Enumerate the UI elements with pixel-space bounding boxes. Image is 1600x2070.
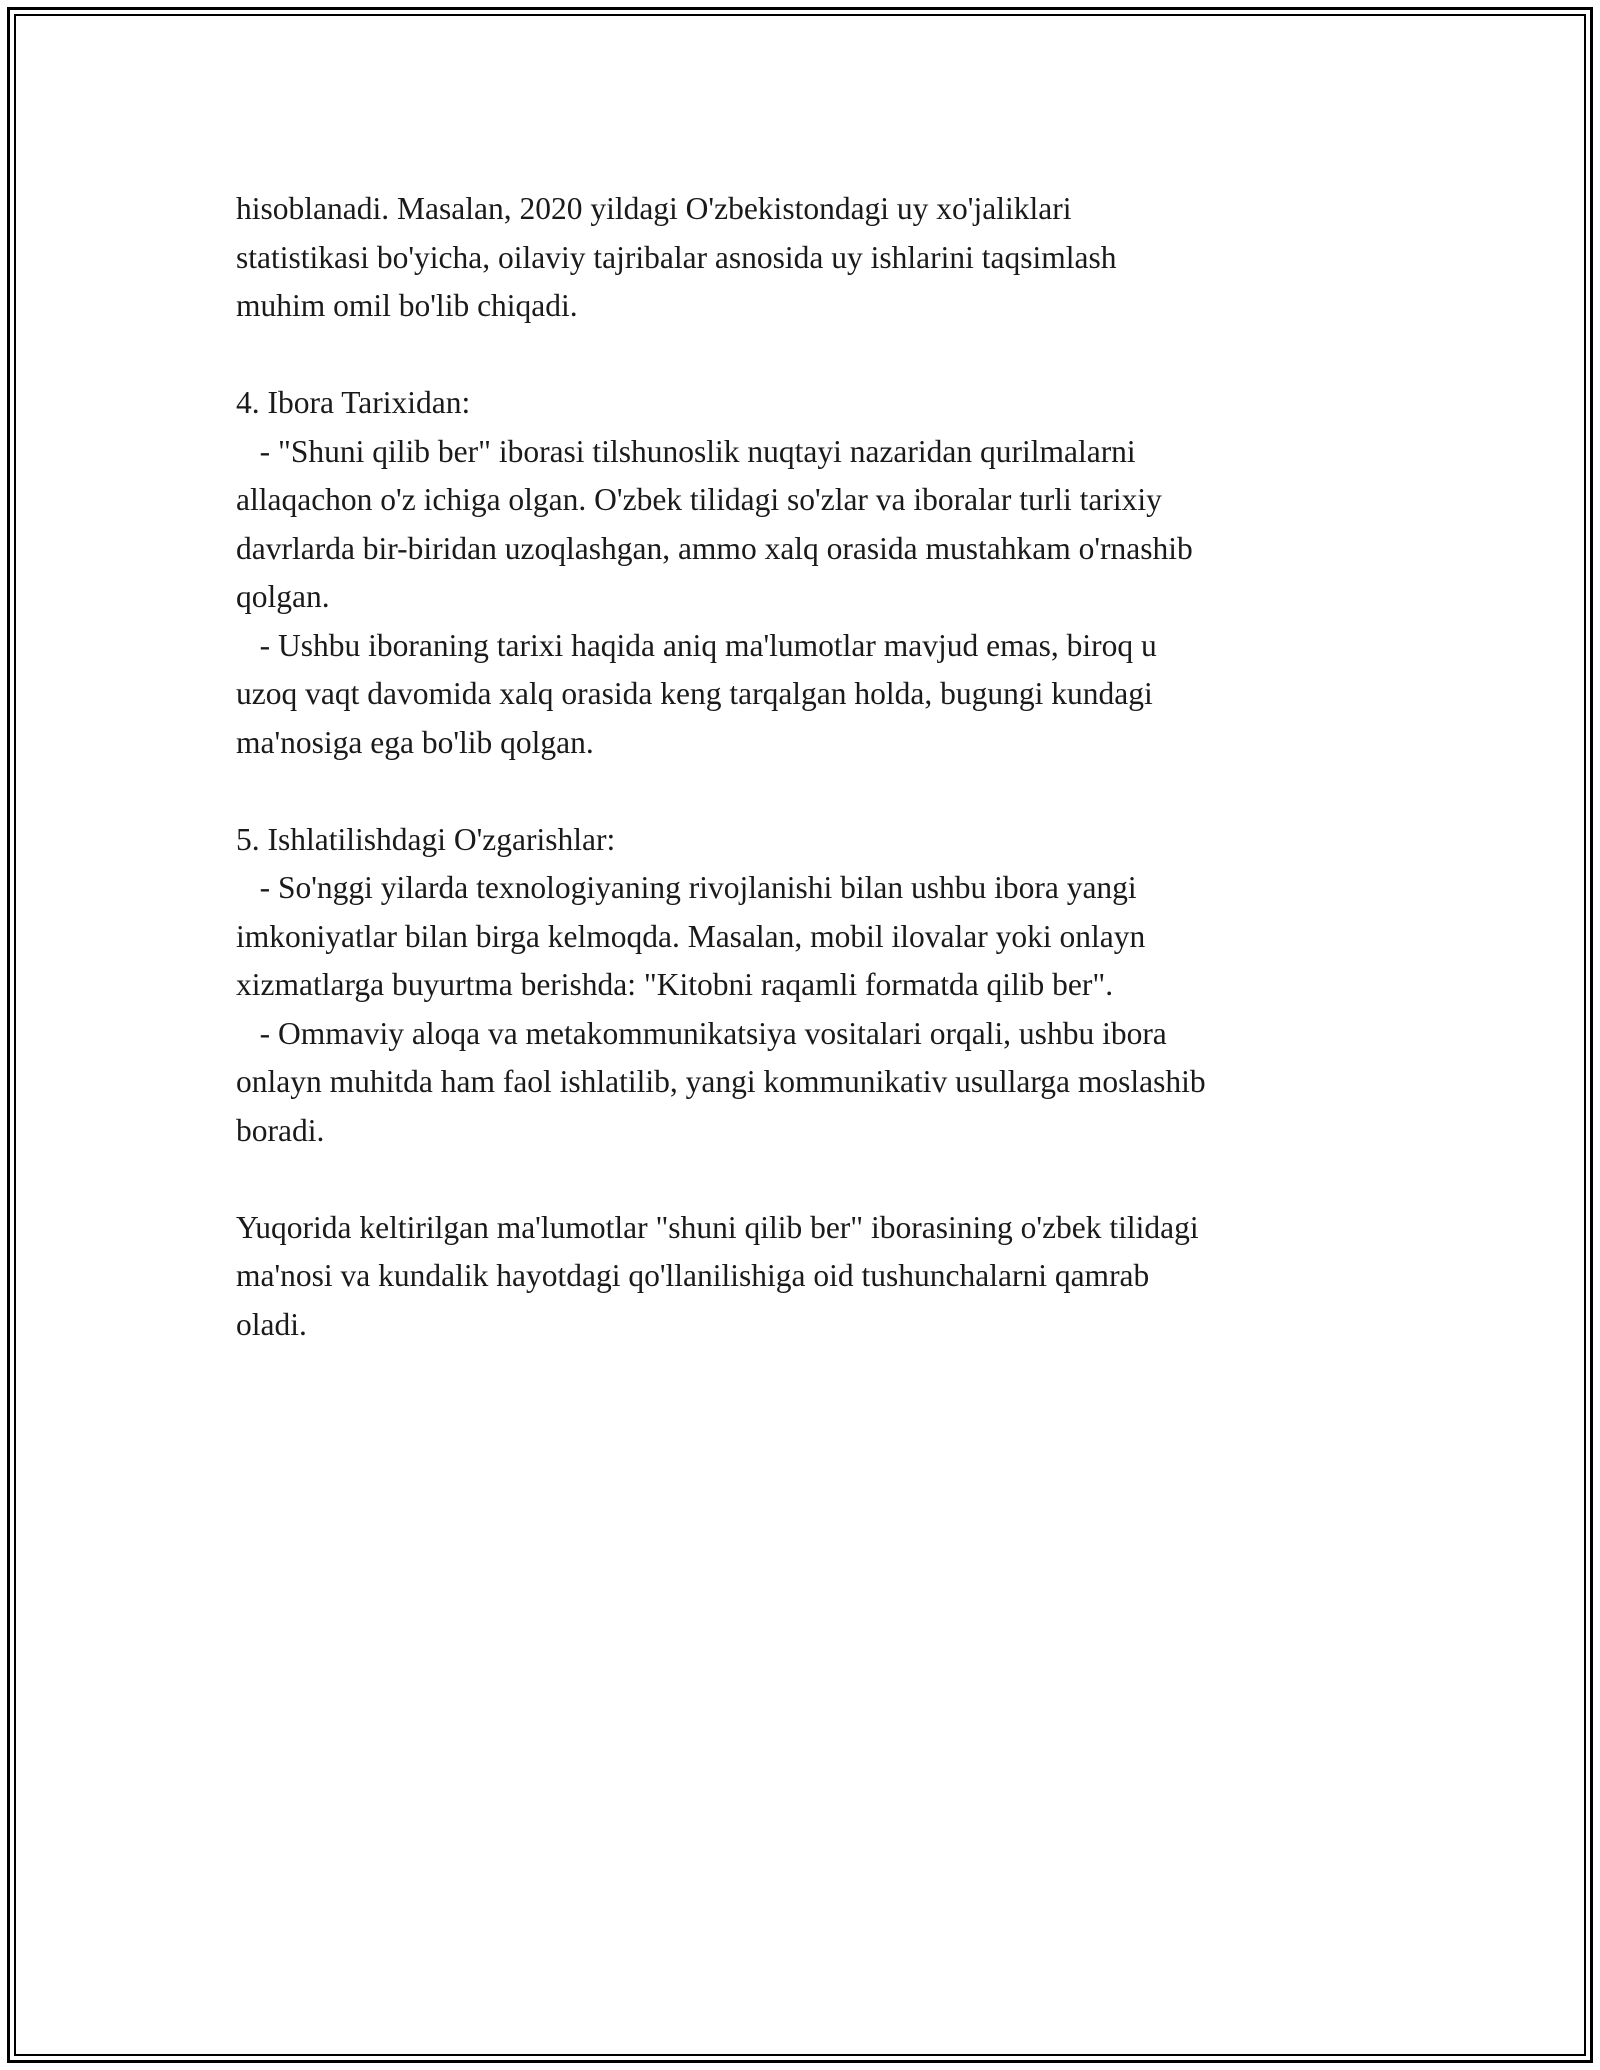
conclusion-paragraph: Yuqorida keltirilgan ma'lumotlar "shuni qilib ber" iborasining o'zbek tilidagi ma'nosi va kundalik hayotdagi qo'llanilishiga oid tushunchalarni qamrab oladi. <box>236 1209 1199 1342</box>
paragraph-gap <box>236 331 1376 380</box>
section-5-heading: 5. Ishlatilishdagi O'zgarishlar: <box>236 821 616 857</box>
section-5-bullet-2: - Ommaviy aloqa va metakommunikatsiya vositalari orqali, ushbu ibora onlayn muhitda ham faol ishlatilib, yangi kommunikativ usullarga moslashib boradi. <box>236 1015 1206 1148</box>
section-4-bullet-2: - Ushbu iboraning tarixi haqida aniq ma'lumotlar mavjud emas, biroq u uzoq vaqt davomida xalq orasida keng tarqalgan holda, bugungi kundagi ma'nosiga ega bo'lib qolgan. <box>236 627 1157 760</box>
document-body <box>236 185 1376 1349</box>
intro-paragraph: hisoblanadi. Masalan, 2020 yildagi O'zbekistondagi uy xo'jaliklari statistikasi bo'yicha, oilaviy tajribalar asnosida uy ishlarini taqsimlash muhim omil bo'lib chiqadi. <box>236 191 1117 323</box>
section-4-heading: 4. Ibora Tarixidan: <box>236 385 471 420</box>
paragraph-gap <box>236 1155 1376 1204</box>
section-4-bullet-1: - "Shuni qilib ber" iborasi tilshunoslik nuqtayi nazaridan qurilmalarni allaqachon o'z ichiga olgan. O'zbek tilidagi so'zlar va iboralar turli tarixiy davrlarda bir-biridan uzoqlashgan, ammo xalq orasida mustahkam o'rnashib qolgan. <box>236 433 1193 614</box>
paragraph-gap <box>236 767 1376 816</box>
section-5-bullet-1: - So'nggi yilarda texnologiyaning rivojlanishi bilan ushbu ibora yangi imkoniyatlar bilan birga kelmoqda. Masalan, mobil ilovalar yoki onlayn xizmatlarga buyurtma berishda: "Kitobni raqamli formatda qilib ber". <box>236 870 1146 1002</box>
